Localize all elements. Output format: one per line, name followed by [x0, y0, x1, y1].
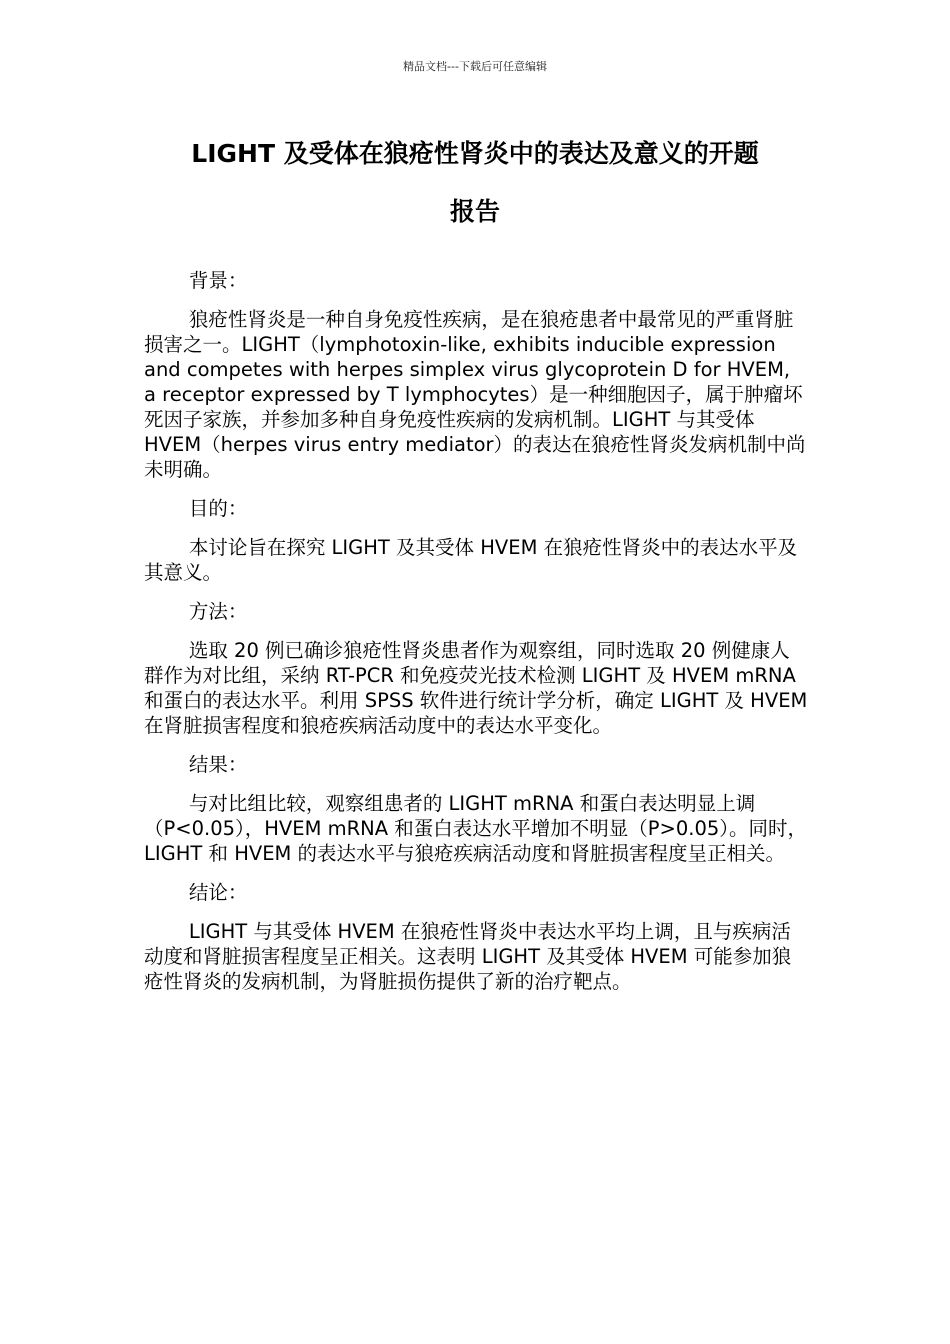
result-paragraph: 与对比组比较，观察组患者的 LIGHT mRNA 和蛋白表达明显上调（P<0.05），HVEM mRNA 和蛋白表达水平增加不明显（P>0.05）。同时，LIGHT 和 HVEM 的表达水平与狼疮疾病活动度和肾脏损害程度呈正相关。 — [144, 792, 808, 865]
page-header: 精品文档---下载后可任意编辑 — [403, 60, 547, 73]
conclusion-label: 结论： — [188, 881, 248, 904]
title-line-1: LIGHT 及受体在狼疮性肾炎中的表达及意义的开题 — [191, 139, 759, 168]
method-paragraph: 选取 20 例已确诊狼疮性肾炎患者作为观察组，同时选取 20 例健康人群作为对比组，采纳 RT-PCR 和免疫荧光技术检测 LIGHT 及 HVEM mRNA 和蛋白的表达水平。利用 SPSS 软件进行统计学分析，确定 LIGHT 及 HVEM 在肾脏损害程度和狼疮疾病活动度中的表达水平变化。 — [144, 639, 808, 737]
method-label: 方法： — [188, 600, 248, 623]
purpose-paragraph: 本讨论旨在探究 LIGHT 及其受体 HVEM 在狼疮性肾炎中的表达水平及其意义。 — [144, 536, 798, 584]
purpose-label: 目的： — [188, 497, 248, 520]
background-paragraph: 狼疮性肾炎是一种自身免疫性疾病，是在狼疮患者中最常见的严重肾脏损害之一。LIGHT（lymphotoxin-like, exhibits inducible expression and competes with herpes simplex virus glycoprotein D for HVEM, a receptor expressed by T lymphocytes）是一种细胞因子，属于肿瘤坏死因子家族，并参加多种自身免疫性疾病的发病机制。LIGHT 与其受体 HVEM（herpes virus entry mediator）的表达在狼疮性肾炎发病机制中尚未明确。 — [144, 308, 806, 481]
background-label: 背景： — [188, 269, 248, 292]
document-title — [145, 125, 805, 241]
title-line-2: 报告 — [449, 197, 500, 226]
document-body — [144, 268, 808, 1008]
conclusion-paragraph: LIGHT 与其受体 HVEM 在狼疮性肾炎中表达水平均上调，且与疾病活动度和肾脏损害程度呈正相关。这表明 LIGHT 及其受体 HVEM 可能参加狼疮性肾炎的发病机制，为肾脏损伤提供了新的治疗靶点。 — [144, 920, 792, 993]
result-label: 结果： — [188, 753, 248, 776]
